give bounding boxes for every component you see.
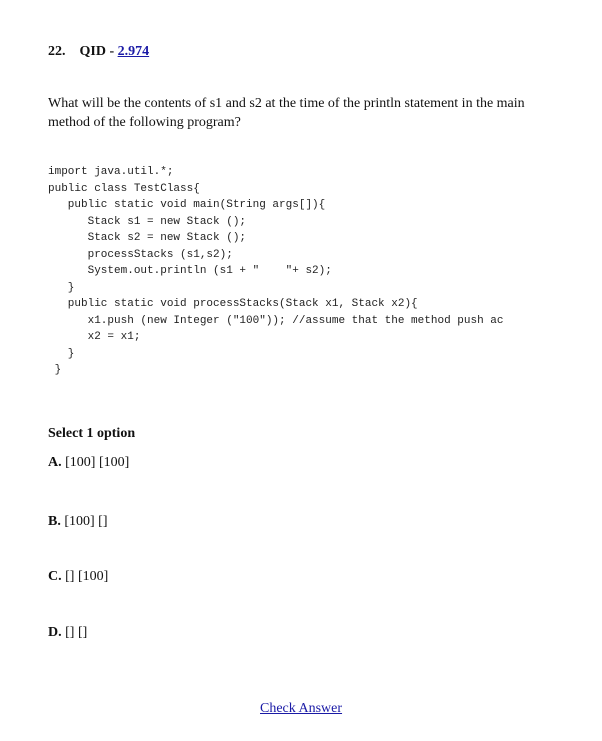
question-header <box>48 44 149 60</box>
code-line: Stack s2 = new Stack (); <box>48 232 247 244</box>
code-line: x1.push (new Integer ("100")); //assume that the method push ac <box>48 314 504 327</box>
code-line: } <box>48 347 75 360</box>
code-line: } <box>48 364 62 376</box>
code-line: public static void processStacks(Stack x1, Stack x2){ <box>48 298 418 310</box>
option-text: [100] [] <box>60 514 108 529</box>
code-line: x2 = x1; <box>48 331 141 343</box>
code-line: processStacks (s1,s2); <box>48 248 233 261</box>
code-line: Stack s1 = new Stack (); <box>48 215 247 228</box>
qid-link[interactable]: 2.974 <box>117 44 150 59</box>
check-answer-link[interactable]: Check Answer <box>260 701 343 716</box>
code-line: public class TestClass{ <box>48 182 200 195</box>
option-b[interactable] <box>48 514 108 530</box>
code-line: import java.util.*; <box>48 166 174 178</box>
option-text: [] [100] <box>61 569 109 584</box>
question-text: What will be the contents of s1 and s2 at the time of the println statement in the main method of the following program? <box>48 96 525 130</box>
option-letter: C. <box>48 569 62 584</box>
code-line: System.out.println (s1 + " "+ s2); <box>48 265 332 277</box>
code-line: public static void main(String args[]){ <box>48 199 326 211</box>
question-number: 22. <box>48 44 66 59</box>
select-option-label: Select 1 option <box>48 426 136 441</box>
option-letter: B. <box>48 514 61 529</box>
option-text: [100] [100] <box>61 455 130 470</box>
option-d[interactable] <box>48 625 87 641</box>
qid-label: QID - <box>79 44 118 59</box>
option-text: [] [] <box>61 625 88 640</box>
option-c[interactable] <box>48 569 108 585</box>
option-a[interactable] <box>48 455 129 471</box>
code-block <box>48 164 568 379</box>
option-letter: D. <box>48 625 62 640</box>
code-line: } <box>48 281 75 294</box>
option-letter: A. <box>48 455 62 470</box>
